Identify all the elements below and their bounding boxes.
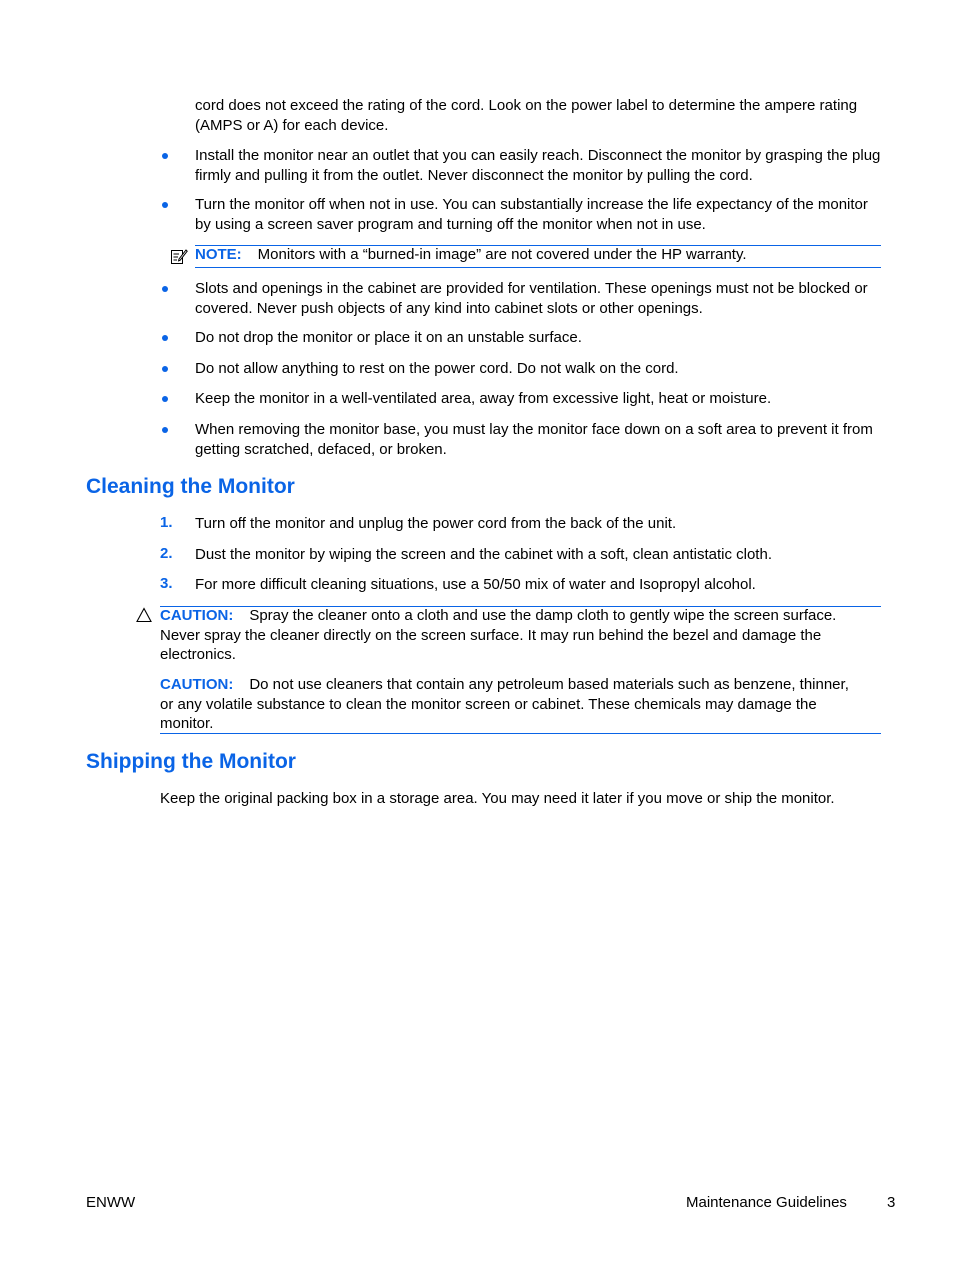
bullet-marker [162,427,168,433]
note-body: Monitors with a “burned-in image” are not covered under the HP warranty. [257,246,747,263]
caution-label: CAUTION: [160,607,234,624]
note-text [195,245,885,265]
step-number: 1. [160,514,173,531]
bullet-marker [162,202,168,208]
bullet-marker [162,153,168,159]
caution-label: CAUTION: [160,676,234,693]
footer-section-title: Maintenance Guidelines [686,1194,847,1211]
step-text: Dust the monitor by wiping the screen and the cabinet with a soft, clean antistatic cloth. [195,546,772,563]
note-pencil-icon [170,247,188,265]
caution-paragraph [160,606,850,665]
step-text: For more difficult cleaning situations, use a 50/50 mix of water and Isopropyl alcohol. [195,576,756,593]
bullet-item: Keep the monitor in a well-ventilated area, away from excessive light, heat or moisture. [195,390,772,407]
caution-paragraph [160,675,850,734]
section-heading-cleaning: Cleaning the Monitor [86,475,295,498]
bullet-marker [162,396,168,402]
step-text: Turn off the monitor and unplug the power cord from the back of the unit. [195,515,677,532]
step-number: 2. [160,545,173,562]
bullet-item: Install the monitor near an outlet that you can easily reach. Disconnect the monitor by grasping the plug firmly and pulling it from the outlet. Never disconnect the monitor by pulling the cord. [195,147,881,184]
bullet-marker [162,335,168,341]
bullet-marker [162,366,168,372]
footer-left: ENWW [86,1194,136,1211]
bullet-item: Do not drop the monitor or place it on an unstable surface. [195,329,582,346]
shipping-text: Keep the original packing box in a storage area. You may need it later if you move or ship the monitor. [160,790,835,807]
section-heading-shipping: Shipping the Monitor [86,750,296,773]
caution-body: Spray the cleaner onto a cloth and use the damp cloth to gently wipe the screen surface. Never spray the cleaner directly on the screen surface. It may run behind the bezel and damage the electronics. [160,607,837,663]
caution-triangle-icon [136,607,152,623]
bullet-item: Slots and openings in the cabinet are provided for ventilation. These openings must not be blocked or covered. Never push objects of any kind into cabinet slots or other openings. [195,280,868,317]
caution-bottom-rule [160,733,881,734]
intro-continuation: cord does not exceed the rating of the cord. Look on the power label to determine the ampere rating (AMPS or A) for each device. [195,97,858,134]
bullet-item: Turn the monitor off when not in use. You can substantially increase the life expectancy of the monitor by using a screen saver program and turning off the monitor when not in use. [195,196,868,233]
bullet-item: Do not allow anything to rest on the power cord. Do not walk on the cord. [195,360,679,377]
page-number: 3 [887,1194,896,1211]
note-bottom-rule [195,267,881,268]
bullet-item: When removing the monitor base, you must lay the monitor face down on a soft area to prevent it from getting scratched, defaced, or broken. [195,421,873,458]
bullet-marker [162,286,168,292]
caution-body: Do not use cleaners that contain any petroleum based materials such as benzene, thinner, or any volatile substance to clean the monitor screen or cabinet. These chemicals may damage the monitor. [160,676,849,732]
step-number: 3. [160,575,173,592]
note-label: NOTE: [195,246,242,263]
